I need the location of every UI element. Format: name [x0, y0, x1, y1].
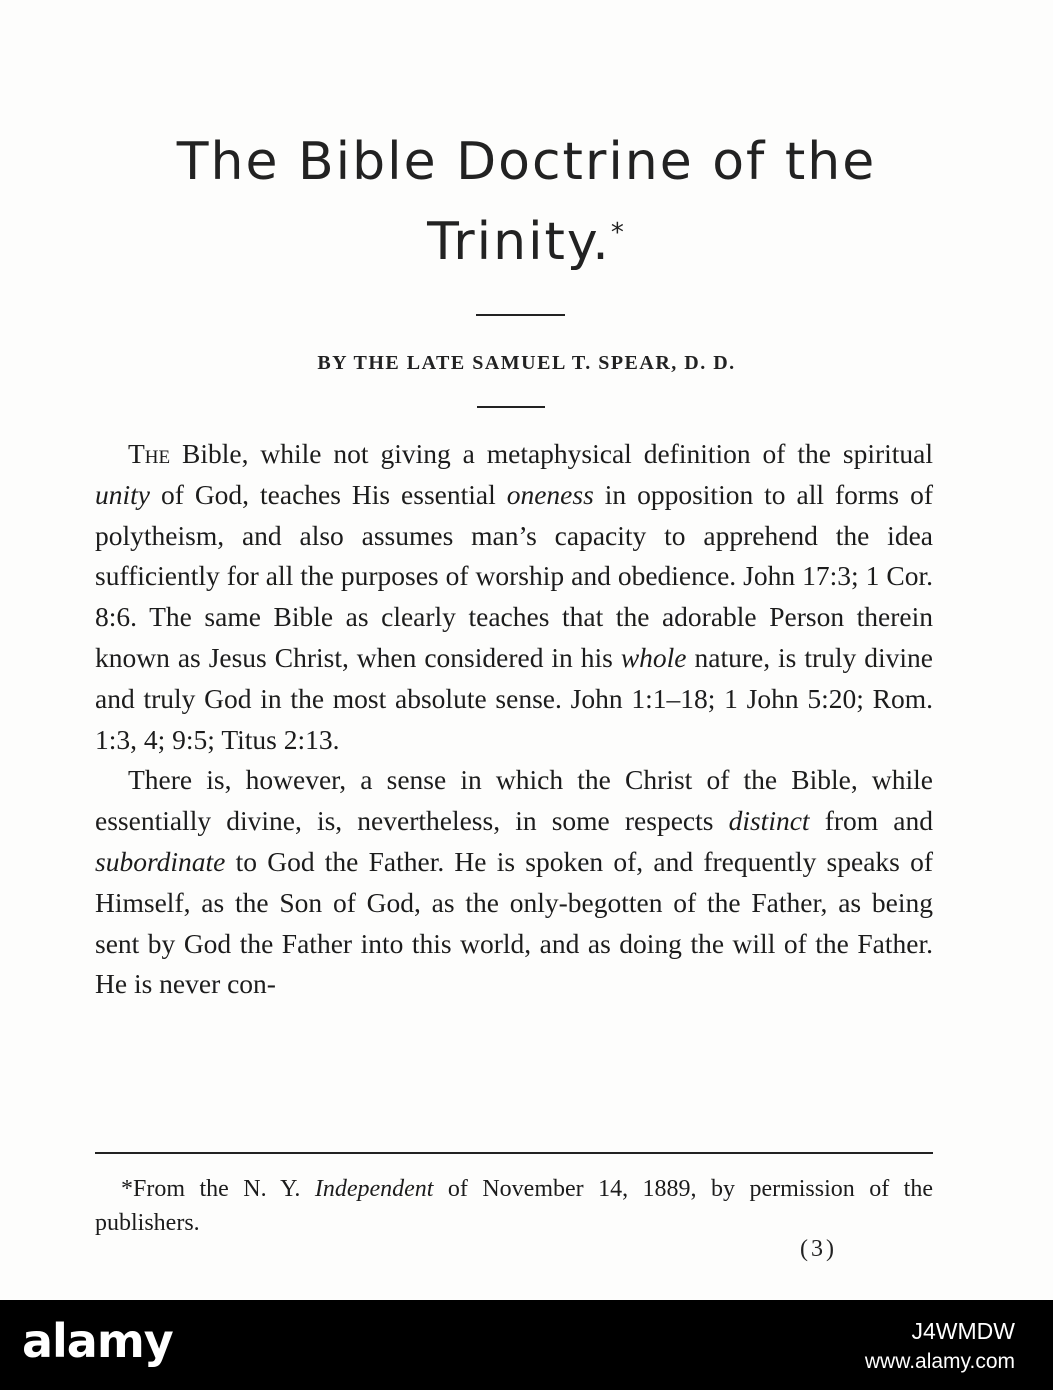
title-line-2: [0, 212, 1053, 272]
footnote-text-2: of November 14, 1889, by permission of the publishers.: [95, 1176, 933, 1236]
p1-text-3: in opposition to all forms of polytheism, and also assumes man’s capacity to apprehend the idea sufficiently for all the purposes of worship and obedience. John 17:3; 1 Cor. 8:6. The same Bible as clearly teaches that the adorable Person therein known as Jesus Christ, when considered in his: [95, 478, 933, 673]
paragraph-1: [95, 434, 933, 760]
p1-text-4: nature, is truly divine and truly God in the most absolute sense. John 1:1–18; 1 John 5:20; Rom. 1:3, 4; 9:5; Titus 2:13.: [95, 641, 933, 755]
footnote: [95, 1172, 933, 1240]
site-url: www.alamy.com: [864, 1350, 1015, 1373]
page-number: (3): [800, 1236, 837, 1262]
body-text: [95, 434, 933, 1005]
p2-text-2: from and: [809, 805, 933, 837]
footnote-emphasis-independent: Independent: [314, 1176, 434, 1202]
title-trinity: Trinity.: [427, 212, 611, 272]
alamy-logo: alamy: [22, 1314, 173, 1368]
p1-text-2: of God, teaches His essential: [150, 478, 507, 510]
p2-text-3: to God the Father. He is spoken of, and frequently speaks of Himself, as the Son of God, as the only-begotten of the Father, as being sent by God the Father into this world, and as doing the will of the Father. He is never con-: [95, 845, 933, 1000]
title-line-1: The Bible Doctrine of the: [176, 132, 877, 192]
title-rule: [476, 314, 565, 316]
footnote-text-1: *From the N. Y.: [121, 1176, 315, 1202]
p1-text-1: Bible, while not giving a metaphysical definition of the spiritual: [170, 438, 933, 469]
footnote-rule: [95, 1152, 933, 1154]
p2-emphasis-distinct: distinct: [728, 805, 810, 837]
p1-emphasis-unity: unity: [95, 478, 150, 510]
paragraph-2: [95, 760, 933, 1005]
p2-text-1: There is, however, a sense in which the Christ of the Bible, while essentially divine, is, nevertheless, in some respects: [95, 764, 933, 837]
image-id: J4WMDW: [911, 1318, 1015, 1344]
byline-rule: [477, 406, 545, 408]
watermark-banner: [0, 1300, 1053, 1390]
drop-word: The: [128, 438, 171, 469]
p1-emphasis-whole: whole: [620, 641, 687, 673]
p1-emphasis-oneness: oneness: [506, 478, 594, 510]
p2-emphasis-subordinate: subordinate: [95, 845, 226, 877]
title-footnote-mark: *: [610, 218, 626, 248]
byline: BY THE LATE SAMUEL T. SPEAR, D. D.: [317, 352, 736, 374]
